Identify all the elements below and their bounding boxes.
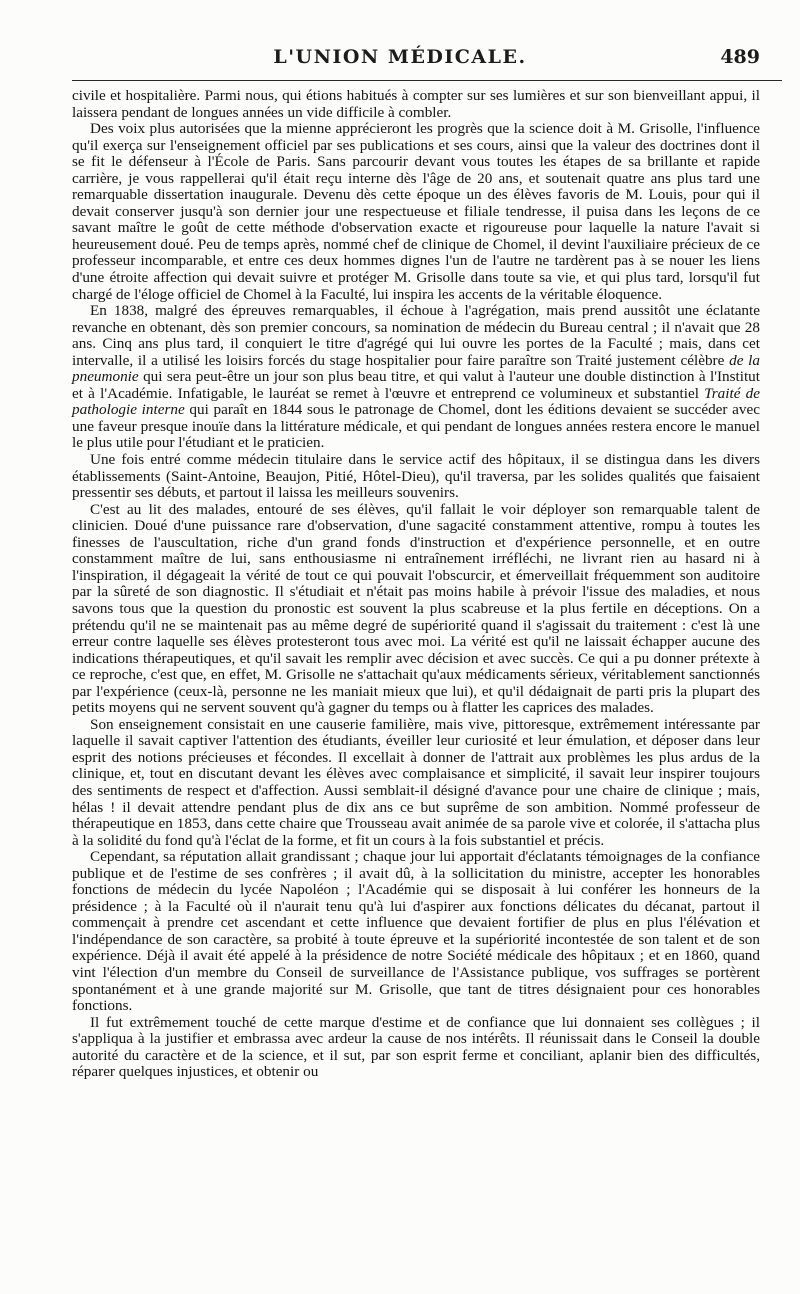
paragraph-text: civile et hospitalière. Parmi nous, qui étions habitués à compter sur ses lumières et sur son bienveillant appui, il laissera pendant de longues années un vide difficile à combler. [72,87,760,121]
paragraph-text: qui paraît en 1844 sous le patronage de Chomel, dont les éditions devaient se succéder avec une faveur presque inouïe dans la littérature médicale, et qui pendant de longues années restera encore le manuel le plus utile pour l'étudiant et le praticien. [72,401,760,452]
body-text [72,88,760,1081]
paragraph-4 [72,452,760,502]
paragraph-1 [72,88,760,121]
paragraph-text: Il fut extrêmement touché de cette marque d'estime et de confiance que lui donnaient ses collègues ; il s'appliqua à la justifier et embrassa avec ardeur la cause de nos intérêts. Il réunissait dans le Conseil la double autorité du caractère et de la science, et il sut, par son esprit ferme et conciliant, aplanir bien des difficultés, réparer quelques injustices, et obtenir ou [72,1013,760,1081]
italic-title-pathologie: Traité de pathologie interne [72,384,760,419]
paragraph-8 [72,1015,760,1081]
header-rule [72,80,782,81]
paragraph-6 [72,717,760,849]
paragraph-text: Cependant, sa réputation allait grandissant ; chaque jour lui apportait d'éclatants témoignages de la confiance publique et de l'estime de ses confrères ; il avait dû, à la sollicitation du ministre, accepter les honorables fonctions de médecin du lycée Napoléon ; l'Académie qui se disposait à lui conférer les honneurs de la présidence ; à la Faculté où il n'aurait tenu qu'à lui d'aspirer aux fonctions délicates du décanat, partout il commençait à prendre cet ascendant et cette influence que devaient fortifier de plus en plus l'élévation et l'indépendance de son caractère, sa probité à toute épreuve et la supériorité incontestée de son talent et de son expérience. Déjà il avait été appelé à la présidence de notre Société médicale des hôpitaux ; et en 1860, quand vint l'élection d'un membre du Conseil de surveillance de l'Assistance publique, vos suffrages se portèrent spontanément et à une grande majorité sur M. Grisolle, que tant de titres désignaient pour ces honorables fonctions. [72,848,760,1015]
paragraph-text: C'est au lit des malades, entouré de ses élèves, qu'il fallait le voir déployer son remarquable talent de clinicien. Doué d'une puissance rare d'observation, d'une sagacité constamment attentive, rompu à toutes les finesses de l'auscultation, riche d'un grand fonds d'instruction et d'expérience personnelle, et en outre constamment maître de lui, sans enthousiasme ni entraînement irréfléchi, ne livrant rien au hasard ni à l'inspiration, il dégageait la vérité de tout ce qui pouvait l'obscurcir, et émerveillait fréquemment son auditoire par la sûreté de son diagnostic. Il s'étudiait et n'était pas moins habile à prévoir l'issue des maladies, et nous savons tous que la question du pronostic est souvent la plus scabreuse et la plus fertile en déceptions. On a prétendu qu'il ne se maintenait pas au même degré de supériorité quand il s'agissait du traitement : c'est là une erreur contre laquelle ses élèves protesteront tous avec moi. La vérité est qu'il ne laissait échapper aucune des indications thérapeutiques, et qu'il savait les remplir avec décision et avec succès. Ce qui a pu donner prétexte à ce reproche, c'est que, en effet, M. Grisolle ne s'attachait qu'aux médicaments sérieux, véritablement sanctionnés par l'expérience (ceux-là, personne ne les maniait mieux que lui), et qu'il dédaignait de parti pris la plupart des petits moyens qui ne servent souvent qu'à gagner du temps ou à flatter les caprices des malades. [72,500,760,717]
page-number: 489 [720,46,760,68]
paragraph-5 [72,502,760,717]
paragraph-2 [72,121,760,303]
paragraph-3 [72,303,760,452]
italic-title-pneumonie: de la pneumonie [72,351,760,386]
paragraph-text: qui sera peut-être un jour son plus beau titre, et qui valut à l'auteur une double distinction à l'Institut et à l'Académie. Infatigable, le lauréat se remet à l'œuvre et entreprend ce volumineux et substantiel [72,368,760,402]
page-header [0,44,800,76]
paragraph-text: Une fois entré comme médecin titulaire dans le service actif des hôpitaux, il se distingua dans les divers établissements (Saint-Antoine, Beaujon, Pitié, Hôtel-Dieu), qu'il traversa, par les solides qualités que faisaient pressentir ses débuts, et partout il laissa les meilleurs souvenirs. [72,451,760,502]
paragraph-text: Son enseignement consistait en une causerie familière, mais vive, pittoresque, extrêmement intéressante par laquelle il savait captiver l'attention des étudiants, éveiller leur curiosité et leur émulation, et déposer dans leur esprit des notions précieuses et fécondes. Il excellait à donner de l'attrait aux problèmes les plus ardus de la clinique, et, tout en discutant devant les élèves avec complaisance et simplicité, il savait leur inspirer toujours des sentiments de respect et d'affection. Aussi semblait-il désigné d'avance pour une chaire de clinique ; mais, hélas ! il devait attendre pendant plus de dix ans ce but suprême de son ambition. Nommé professeur de thérapeutique en 1853, dans cette chaire que Trousseau avait animée de sa parole vive et colorée, il s'attacha plus à la solidité du fond qu'à l'éclat de la forme, et fit un cours à la fois substantiel et précis. [72,715,760,849]
paragraph-7 [72,849,760,1014]
paragraph-text: Des voix plus autorisées que la mienne apprécieront les progrès que la science doit à M. Grisolle, l'influence qu'il exerça sur l'enseignement officiel par ses publications et ses cours, ainsi que la valeur des doctrines dont il se fit le défenseur à l'École de Paris. Sans parcourir devant vous toutes les étapes de sa brillante et rapide carrière, je vous rappellerai qu'il était reçu interne dès l'âge de 20 ans, et soutenait quatre ans plus tard une remarquable dissertation inaugurale. Devenu dès cette époque un des élèves favoris de M. Louis, pour qui il devait conserver jusqu'à son dernier jour une respectueuse et filiale tendresse, il puisa dans les leçons de ce savant maître le goût de cette méthode d'observation exacte et rigoureuse pour laquelle la nature l'avait si heureusement doué. Peu de temps après, nommé chef de clinique de Chomel, il devint l'auxiliaire précieux de ce professeur incomparable, et entre ces deux hommes dignes l'un de l'autre ne tardèrent pas à se nouer les liens d'une étroite affection qui devait suivre et protéger M. Grisolle dans toute sa vie, et qui plus tard, lorsqu'il fut chargé de l'éloge officiel de Chomel à la Faculté, lui inspira les accents de la véritable éloquence. [72,120,760,303]
running-title: L'UNION MÉDICALE. [273,46,527,68]
paragraph-text: En 1838, malgré des épreuves remarquables, il échoue à l'agrégation, mais prend aussitôt une éclatante revanche en obtenant, dès son premier concours, sa nomination de médecin du Bureau central ; il n'avait que 28 ans. Cinq ans plus tard, il conquiert le titre d'agrégé qui lui ouvre les portes de la Faculté ; mais, dans cet intervalle, il a utilisé les loisirs forcés du stage hospitalier pour faire paraître son Traité justement célèbre [72,302,760,369]
